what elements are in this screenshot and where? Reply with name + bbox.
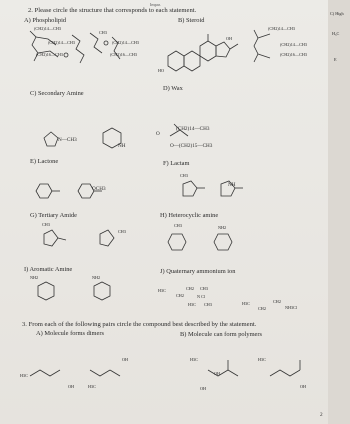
och3-label: OCH3 bbox=[92, 186, 106, 192]
chain-label-4: (CH2)14—CH3 bbox=[112, 40, 139, 45]
n-ch3-label: N—CH3 bbox=[58, 137, 77, 143]
lactam-ch3: CH3 bbox=[180, 173, 188, 178]
amine-ch2-2: CH2 bbox=[273, 299, 281, 304]
quat-ch2-2: CH2 bbox=[186, 286, 194, 291]
edge-c-high: C) High bbox=[330, 11, 344, 16]
steroid-structure bbox=[158, 22, 248, 82]
page-number: 2 bbox=[320, 412, 323, 418]
ester-chain-3: (CH2)16—CH3 bbox=[280, 52, 307, 57]
wax-alkoxy: O—(CH2)15—CH3 bbox=[170, 143, 213, 149]
chain-label-3: (CH2)16—CH3 bbox=[36, 52, 63, 57]
q3-oh-1: OH bbox=[68, 384, 75, 389]
section-i-label: I) Aromatic Amine bbox=[24, 266, 73, 273]
chain-label-1: (CH2)14—CH3 bbox=[34, 26, 61, 31]
q3-oh-5: OH bbox=[300, 384, 307, 389]
aromatic-nh2-1: NH2 bbox=[30, 275, 39, 280]
section-b-label: B) Steroid bbox=[178, 17, 205, 24]
lactone-structures bbox=[30, 180, 120, 204]
q3-h3c-2: H3C bbox=[88, 384, 96, 389]
section-a-label: A) Phospholipid bbox=[24, 17, 67, 24]
ester-chain-1: (CH2)14—CH3 bbox=[268, 26, 295, 31]
section-f-label: F) Lactam bbox=[163, 160, 190, 167]
section-j-label: J) Quaternary ammonium ion bbox=[160, 268, 236, 275]
q3-oh-4: OH bbox=[200, 386, 207, 391]
q3-b-label: B) Molecule can form polymers bbox=[180, 331, 262, 338]
ester-chain-2: (CH2)14—CH3 bbox=[280, 42, 307, 47]
q3-structures bbox=[30, 340, 340, 420]
amide-ch3-1: CH3 bbox=[42, 222, 50, 227]
edge-e: E bbox=[334, 57, 337, 62]
quat-n-cl: N Cl bbox=[197, 294, 206, 299]
amine-nh3cl: NH3Cl bbox=[285, 305, 298, 310]
nh-label-c: NH bbox=[118, 143, 126, 149]
quat-ch3-2: CH3 bbox=[204, 302, 212, 307]
steroid-ho: HO bbox=[158, 68, 165, 73]
q3-oh-2: OH bbox=[122, 357, 129, 362]
question-2-title: 2. Please circle the structure that corresponds to each statement. bbox=[28, 7, 197, 14]
q3-a-label: A) Molecule forms dimers bbox=[36, 330, 104, 337]
amide-structures bbox=[34, 226, 144, 256]
quat-ch3: CH3 bbox=[200, 286, 208, 291]
chain-label-5: (CH2)16—CH3 bbox=[110, 52, 137, 57]
section-d-label: D) Wax bbox=[163, 85, 183, 92]
q3-h3c-3: H3C bbox=[190, 357, 198, 362]
wax-chain: (CH2)14—CH3 bbox=[176, 126, 210, 132]
header-cut-text: Impar. bbox=[150, 2, 161, 7]
section-e-label: E) Lactone bbox=[30, 158, 59, 165]
section-g-label: G) Tertiary Amide bbox=[30, 212, 77, 219]
edge-h3c: H₃C bbox=[332, 31, 340, 36]
lactam-structures bbox=[175, 178, 255, 208]
next-page-edge bbox=[328, 0, 350, 424]
amide-ch3-2: CH3 bbox=[118, 229, 126, 234]
nh-label-f: NH bbox=[228, 182, 236, 188]
quat-h3c-1: H3C bbox=[158, 288, 166, 293]
q3-oh-3: OH bbox=[214, 371, 221, 376]
wax-o: O bbox=[156, 131, 160, 137]
q3-h3c-1: H3C bbox=[20, 373, 28, 378]
quat-ch2-1: CH2 bbox=[176, 293, 184, 298]
amine-ch2-1: CH2 bbox=[258, 306, 266, 311]
q3-h3c-4: H3C bbox=[258, 357, 266, 362]
chain-label-2: (CH2)14—CH3 bbox=[48, 40, 75, 45]
aromatic-amine-structures bbox=[24, 280, 124, 312]
amine-h3c: H3C bbox=[242, 301, 250, 306]
question-3-title: 3. From each of the following pairs circle the compound best described by the statement. bbox=[22, 321, 257, 328]
hetero-ch3: CH3 bbox=[174, 223, 182, 228]
aromatic-nh2-2: NH2 bbox=[92, 275, 101, 280]
ch3-label-a: CH3 bbox=[99, 30, 107, 35]
heterocyclic-structures bbox=[160, 230, 250, 260]
section-c-label: C) Secondary Amine bbox=[30, 90, 84, 97]
hetero-nh2: NH2 bbox=[218, 225, 227, 230]
steroid-oh: OH bbox=[226, 36, 233, 41]
quat-h3c-2: H3C bbox=[188, 302, 196, 307]
section-h-label: H) Heterocyclic amine bbox=[160, 212, 219, 219]
